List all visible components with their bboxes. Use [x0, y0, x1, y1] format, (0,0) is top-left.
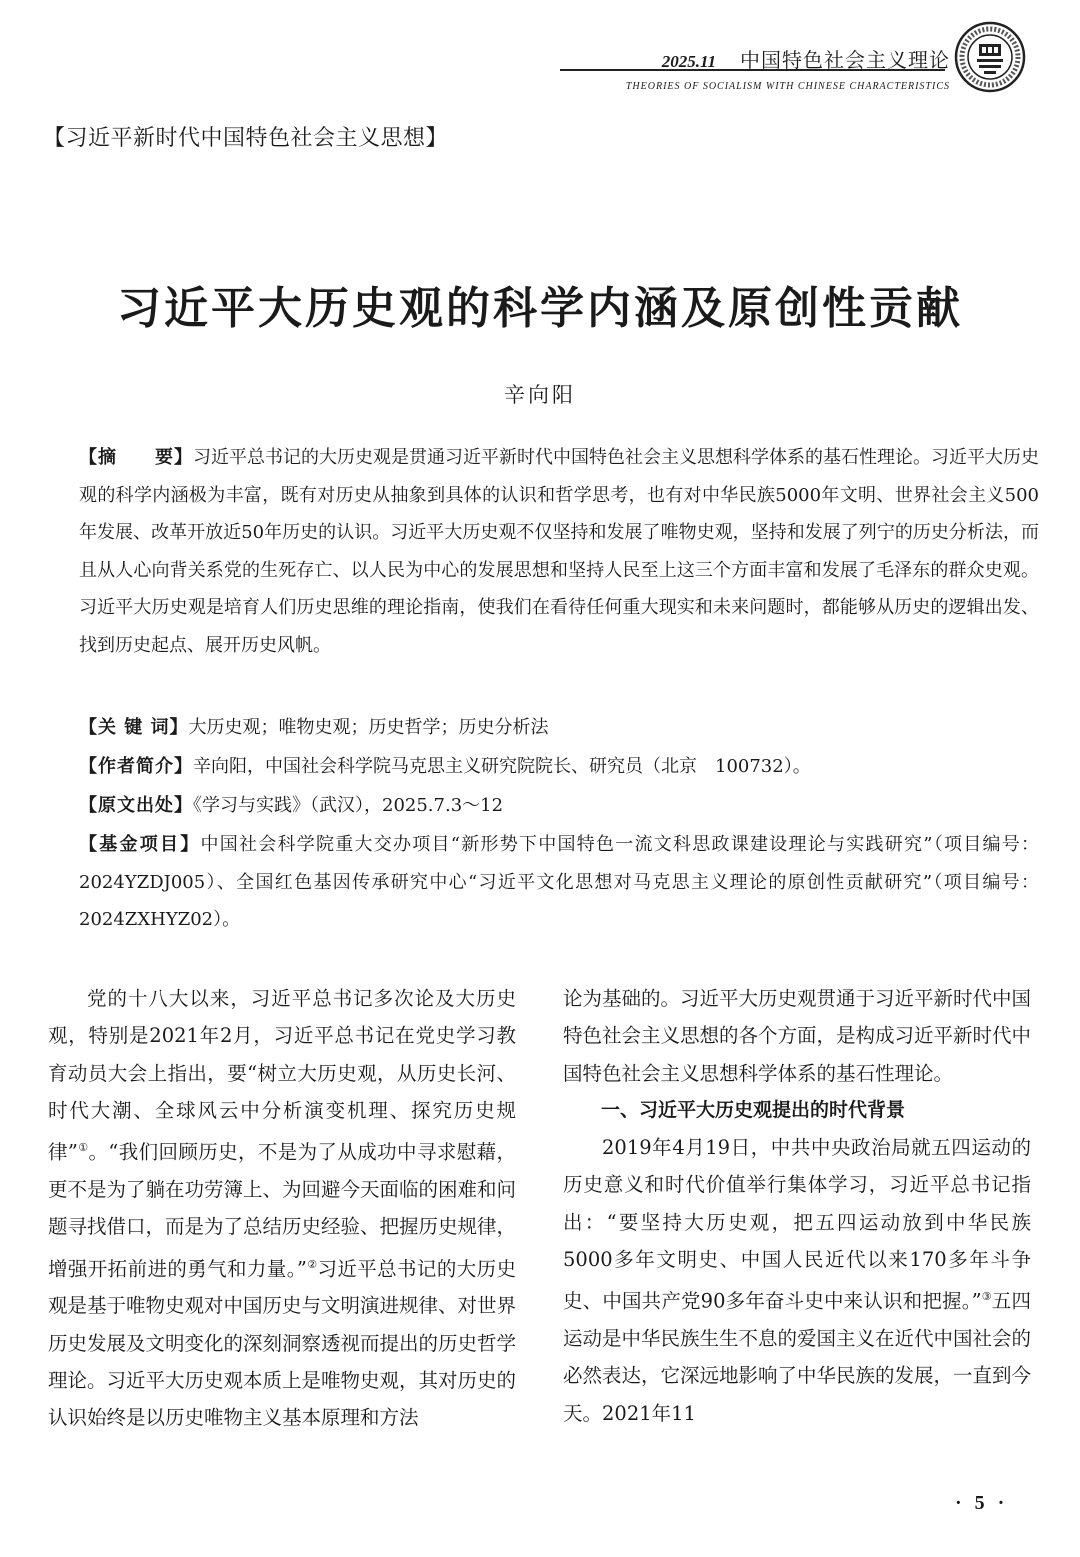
abstract-label: 【摘 要】 — [79, 447, 193, 468]
section-heading: 一、习近平大历史观提出的时代背景 — [601, 1098, 906, 1121]
author-bio-label: 【作者简介】 — [79, 756, 193, 777]
keywords-text: 大历史观；唯物史观；历史哲学；历史分析法 — [188, 717, 549, 738]
abstract — [79, 439, 1039, 664]
article-author: 辛向阳 — [504, 383, 576, 407]
author-bio-text: 辛向阳，中国社会科学院马克思主义研究院院长、研究员（北京 100732）。 — [193, 756, 811, 777]
page-number: · 5 · — [955, 1492, 1009, 1514]
original-source — [79, 787, 1039, 825]
body-paragraph-continued: 论为基础的。习近平大历史观贯通于习近平新时代中国特色社会主义思想的各个方面，是构成习近平新时代中国特色社会主义思想科学体系的基石性理论。 — [563, 987, 1032, 1085]
footnote-ref[interactable]: ③ — [981, 1290, 992, 1304]
issue-number: 2025.11 — [661, 52, 716, 71]
body-paragraph: 2019年4月19日，中共中央政治局就五四运动的历史意义和时代价值举行集体学习，习近平总书记指出：“要坚持大历史观，把五四运动放到中华民族5000多年文明史、中国人民近代以来170多年斗争史、中国共产党90多年奋斗史中来认识和把握。”③五四运动是中华民族生生不息的爱国主义在近代中国社会的必然表达，它深远地影响了中华民族的发展，一直到今天。2021年11 — [563, 1136, 1032, 1425]
journal-header — [560, 44, 950, 92]
footnote-ref[interactable]: ① — [77, 1141, 89, 1155]
journal-title-en: THEORIES OF SOCIALISM WITH CHINESE CHARACTERISTICS — [625, 81, 950, 92]
fund-text: 中国社会科学院重大交办项目“新形势下中国特色一流文科思政课建设理论与实践研究”（项目编号：2024YZDJ005）、全国红色基因传承研究中心“习近平文化思想对马克思主义理论的原创性贡献研究”（项目编号：2024ZXHYZ02）。 — [79, 834, 1039, 930]
footnote-ref[interactable]: ② — [306, 1257, 318, 1271]
source-text: 《学习与实践》（武汉），2025.7.3～12 — [193, 795, 504, 816]
abstract-text: 习近平总书记的大历史观是贯通习近平新时代中国特色社会主义思想科学体系的基石性理论。习近平大历史观的科学内涵极为丰富，既有对历史从抽象到具体的认识和哲学思考，也有对中华民族5000年文明、世界社会主义500年发展、改革开放近50年历史的认识。习近平大历史观不仅坚持和发展了唯物史观，坚持和发展了列宁的历史分析法，而且从人心向背关系党的生死存亡、以人民为中心的发展思想和坚持人民至上这三个方面丰富和发展了毛泽东的群众史观。习近平大历史观是培育人们历史思维的理论指南，使我们在看待任何重大现实和未来问题时，都能够从历史的逻辑出发、找到历史起点、展开历史风帆。 — [79, 447, 1039, 656]
fund-label: 【基金项目】 — [79, 834, 201, 855]
keywords — [79, 709, 1039, 747]
source-label: 【原文出处】 — [79, 795, 193, 816]
journal-title-cn: 中国特色社会主义理论 — [740, 48, 950, 72]
author-bio — [79, 748, 1039, 786]
header-rule — [560, 69, 945, 71]
fund-project — [79, 826, 1039, 939]
body-paragraph: 党的十八大以来，习近平总书记多次论及大历史观，特别是2021年2月，习近平总书记在党史学习教育动员大会上指出，要“树立大历史观，从历史长河、时代大潮、全球风云中分析演变机理、探究历史规律”①。“我们回顾历史，不是为了从成功中寻求慰藉，更不是为了躺在功劳簿上、为回避今天面临的困难和问题寻找借口，而是为了总结历史经验、把握历史规律，增强开拓前进的勇气和力量。”②习近平总书记的大历史观是基于唯物史观对中国历史与文明演进规律、对世界历史发展及文明变化的深刻洞察透视而提出的历史哲学理论。习近平大历史观本质上是唯物史观，其对历史的认识始终是以历史唯物主义基本原理和方法 — [48, 987, 517, 1430]
seal-logo-icon — [953, 20, 1027, 94]
body-column-right — [563, 980, 1031, 1432]
body-column-left — [48, 980, 516, 1437]
keywords-label: 【关 键 词】 — [79, 717, 189, 738]
article-title: 习近平大历史观的科学内涵及原创性贡献 — [117, 283, 963, 334]
column-tag: 【习近平新时代中国特色社会主义思想】 — [43, 126, 449, 151]
